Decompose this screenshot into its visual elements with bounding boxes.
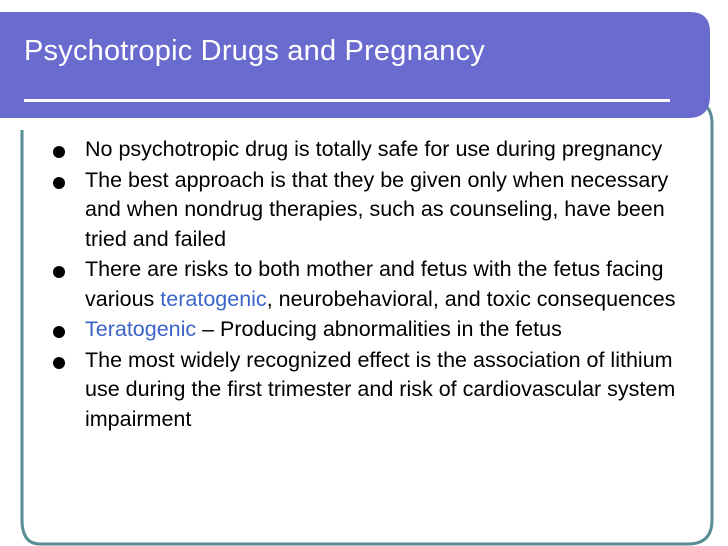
bullet-text-after: , neurobehavioral, and toxic consequences xyxy=(266,286,676,311)
bullet-text: No psychotropic drug is totally safe for use during pregnancy xyxy=(85,137,663,161)
bullet-icon xyxy=(53,177,65,189)
bullet-icon xyxy=(53,146,65,158)
bullet-text-after: – Producing abnormalities in the fetus xyxy=(196,317,562,341)
bullet-text: The most widely recognized effect is the association of lithium use during the first trimester and risk of cardiovascular system impairment xyxy=(85,347,676,431)
list-item xyxy=(53,315,693,345)
list-item xyxy=(53,255,693,314)
bullet-text: The best approach is that they be given only when necessary and when nondrug therapies, such as counseling, have been tried and failed xyxy=(85,167,669,251)
title-underline xyxy=(24,99,670,102)
teratogenic-definition-link[interactable]: Teratogenic xyxy=(85,317,197,341)
bullet-list xyxy=(53,135,693,435)
list-item xyxy=(53,135,693,165)
slide-title: Psychotropic Drugs and Pregnancy xyxy=(24,35,485,67)
bullet-icon xyxy=(53,266,65,278)
bullet-icon xyxy=(53,326,65,338)
teratogenic-link[interactable]: teratogenic xyxy=(160,286,267,311)
bullet-icon xyxy=(53,357,65,369)
list-item xyxy=(53,166,693,255)
bullet-text-before: There are risks to both mother and fetus with the fetus facing various xyxy=(85,257,664,311)
list-item xyxy=(53,346,693,435)
